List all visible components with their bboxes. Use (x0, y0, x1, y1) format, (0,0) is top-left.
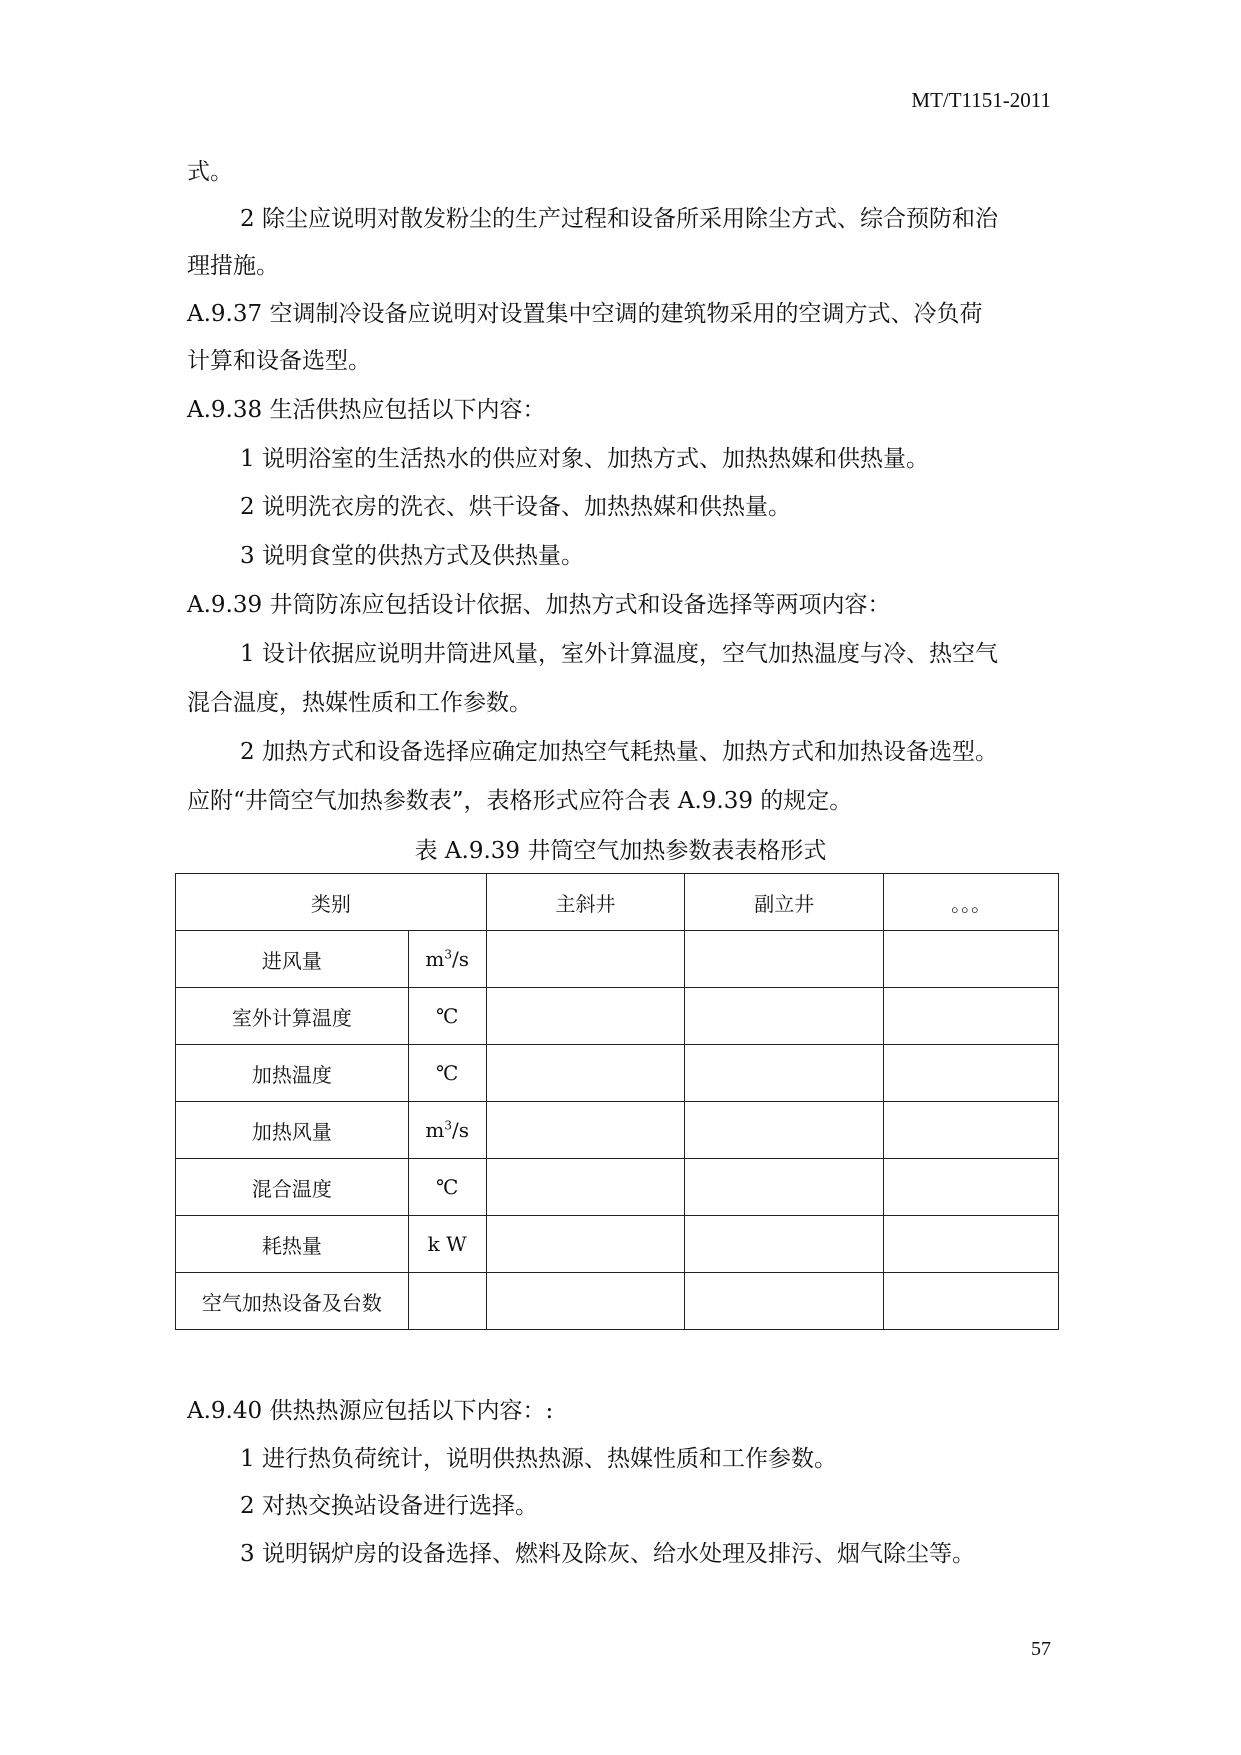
row-unit: ℃ (408, 1045, 486, 1102)
empty-cell (486, 1216, 685, 1273)
page-number: 57 (1031, 1638, 1051, 1660)
header-more: 。。。 (884, 874, 1059, 931)
empty-cell (486, 1159, 685, 1216)
text-line: A.9.40 供热热源应包括以下内容：: (187, 1398, 554, 1424)
header-main-incline-shaft: 主斜井 (486, 874, 685, 931)
text-line: 1 说明浴室的生活热水的供应对象、加热方式、加热热媒和供热量。 (240, 446, 929, 472)
empty-cell (884, 1159, 1059, 1216)
text-line: A.9.38 生活供热应包括以下内容： (187, 397, 546, 423)
empty-cell (486, 1045, 685, 1102)
text-line: 理措施。 (187, 253, 279, 279)
table-row (176, 1216, 1059, 1273)
empty-cell (486, 1102, 685, 1159)
row-unit: $m^3/s$ (408, 1102, 486, 1159)
table-caption: 表 A.9.39 井筒空气加热参数表表格形式 (414, 838, 827, 864)
text-line: 3 说明锅炉房的设备选择、燃料及除灰、给水处理及排污、烟气除尘等。 (240, 1541, 975, 1567)
text-line: 2 加热方式和设备选择应确定加热空气耗热量、加热方式和加热设备选型。 (240, 739, 998, 765)
table-row (176, 1045, 1059, 1102)
empty-cell (685, 988, 884, 1045)
empty-cell (884, 1102, 1059, 1159)
empty-cell (884, 931, 1059, 988)
text-line: 式。 (187, 159, 233, 185)
empty-cell (486, 988, 685, 1045)
parameter-table (175, 873, 1059, 1330)
row-unit: ℃ (408, 1159, 486, 1216)
text-line: 1 设计依据应说明井筒进风量，室外计算温度，空气加热温度与冷、热空气 (240, 641, 998, 667)
table-header-row (176, 874, 1059, 931)
empty-cell (685, 1159, 884, 1216)
row-unit: ℃ (408, 988, 486, 1045)
header-auxiliary-vertical-shaft: 副立井 (685, 874, 884, 931)
text-line: A.9.39 井筒防冻应包括设计依据、加热方式和设备选择等两项内容： (187, 592, 891, 618)
row-unit: k W (408, 1216, 486, 1273)
table-row (176, 1159, 1059, 1216)
table-row (176, 988, 1059, 1045)
text-line: 2 对热交换站设备进行选择。 (240, 1493, 538, 1519)
table-row (176, 1102, 1059, 1159)
text-line: 3 说明食堂的供热方式及供热量。 (240, 543, 584, 569)
empty-cell (486, 1273, 685, 1330)
empty-cell (685, 1273, 884, 1330)
text-line: 2 说明洗衣房的洗衣、烘干设备、加热热媒和供热量。 (240, 494, 791, 520)
text-line: 1 进行热负荷统计，说明供热热源、热媒性质和工作参数。 (240, 1446, 837, 1472)
empty-cell (486, 931, 685, 988)
text-line: A.9.37 空调制冷设备应说明对设置集中空调的建筑物采用的空调方式、冷负荷 (187, 301, 983, 327)
empty-cell (685, 1102, 884, 1159)
row-label: 混合温度 (176, 1159, 409, 1216)
table-row (176, 931, 1059, 988)
empty-cell (884, 988, 1059, 1045)
row-label: 室外计算温度 (176, 988, 409, 1045)
header-category: 类别 (176, 874, 487, 931)
row-label: 空气加热设备及台数 (176, 1273, 409, 1330)
row-label: 耗热量 (176, 1216, 409, 1273)
empty-cell (685, 931, 884, 988)
empty-cell (685, 1216, 884, 1273)
row-label: 进风量 (176, 931, 409, 988)
row-unit (408, 1273, 486, 1330)
row-label: 加热风量 (176, 1102, 409, 1159)
empty-cell (884, 1216, 1059, 1273)
text-line: 应附“井筒空气加热参数表”，表格形式应符合表 A.9.39 的规定。 (187, 788, 853, 814)
empty-cell (884, 1273, 1059, 1330)
standard-code: MT/T1151-2011 (911, 88, 1051, 112)
table-row (176, 1273, 1059, 1330)
empty-cell (884, 1045, 1059, 1102)
empty-cell (685, 1045, 884, 1102)
row-label: 加热温度 (176, 1045, 409, 1102)
text-line: 2 除尘应说明对散发粉尘的生产过程和设备所采用除尘方式、综合预防和治 (240, 206, 998, 232)
row-unit: $m^3/s$ (408, 931, 486, 988)
text-line: 混合温度，热媒性质和工作参数。 (187, 690, 532, 716)
text-line: 计算和设备选型。 (187, 348, 371, 374)
